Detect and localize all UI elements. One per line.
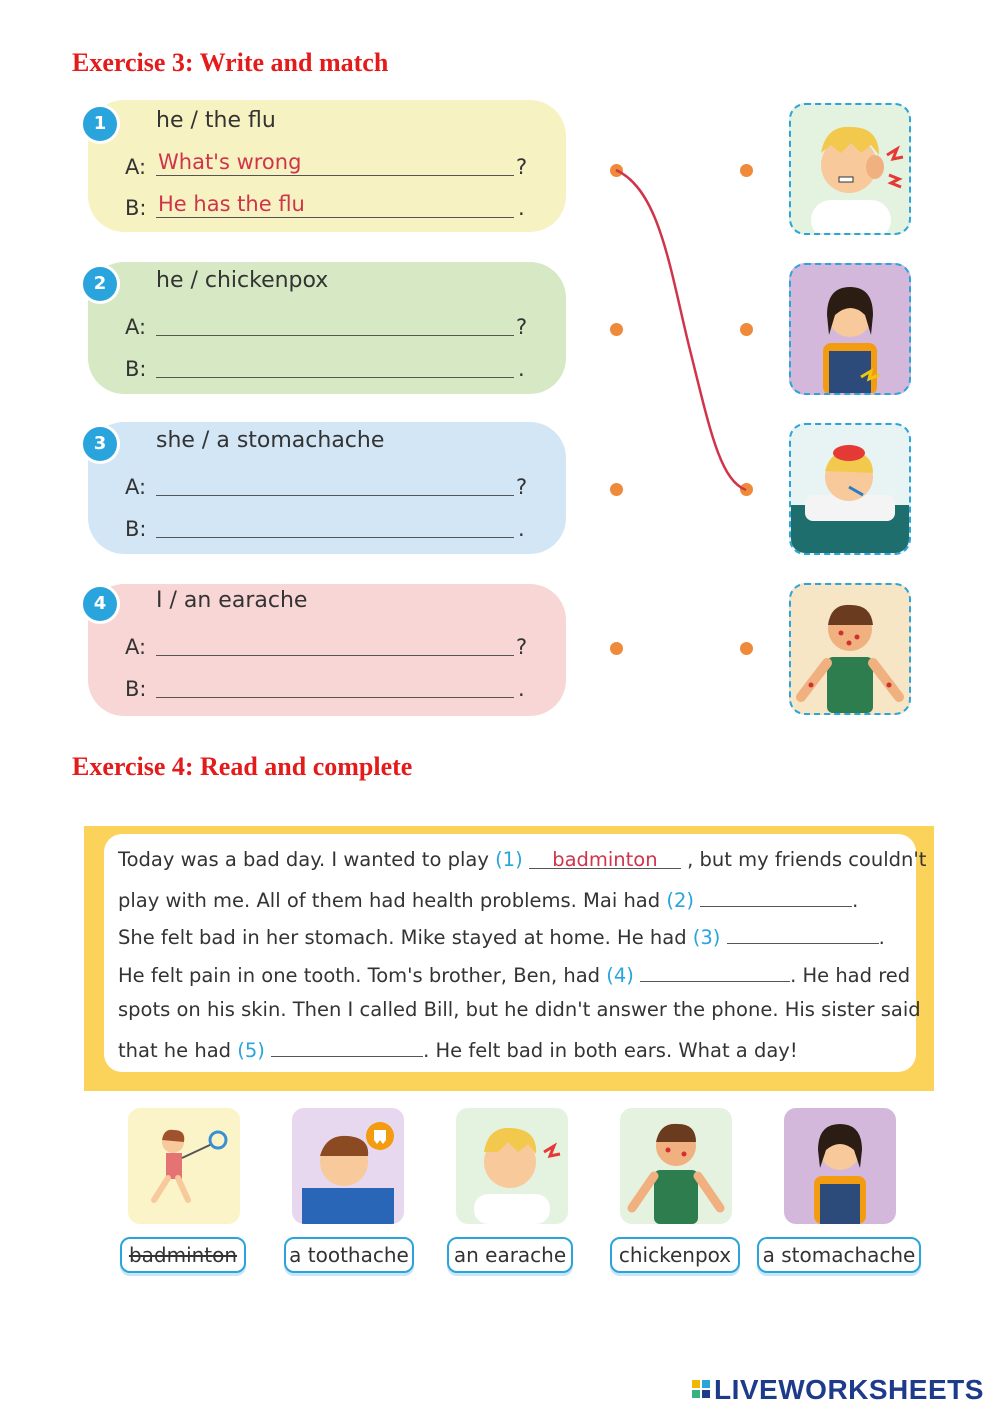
question-number-1: 1 bbox=[80, 104, 120, 144]
question-prompt-2: he / chickenpox bbox=[156, 268, 329, 293]
story-blank-3[interactable] bbox=[727, 923, 879, 944]
answer-b-input-2[interactable] bbox=[156, 352, 514, 378]
question-prompt-4: I / an earache bbox=[156, 588, 308, 613]
answer-a-input-2[interactable] bbox=[156, 310, 514, 336]
speaker-b-label: B: bbox=[125, 196, 147, 220]
answer-b-input-4[interactable] bbox=[156, 672, 514, 698]
story-line-2: play with me. All of them had health problems. Mai had (2) . bbox=[118, 886, 908, 912]
question-mark: ? bbox=[516, 315, 528, 339]
word-box-badminton[interactable]: badminton bbox=[120, 1237, 246, 1273]
word-box-stomachache[interactable]: a stomachache bbox=[757, 1237, 921, 1273]
question-mark: ? bbox=[516, 635, 528, 659]
speaker-a-label: A: bbox=[125, 635, 147, 659]
story-line-6: that he had (5) . He felt bad in both ears. What a day! bbox=[118, 1036, 908, 1062]
match-dot-right-4[interactable] bbox=[740, 642, 753, 655]
question-prompt-3: she / a stomachache bbox=[156, 428, 385, 453]
period: . bbox=[518, 196, 525, 220]
story-line-5: spots on his skin. Then I called Bill, but he didn't answer the phone. His sister said bbox=[118, 998, 921, 1021]
word-box-earache[interactable]: an earache bbox=[447, 1237, 573, 1273]
badminton-picture bbox=[128, 1108, 240, 1224]
match-dot-left-4[interactable] bbox=[610, 642, 623, 655]
story-blank-1[interactable]: badminton bbox=[529, 848, 681, 869]
answer-a-input-4[interactable] bbox=[156, 630, 514, 656]
question-prompt-1: he / the flu bbox=[156, 108, 276, 133]
earache-boy-picture bbox=[789, 103, 911, 235]
exercise-3-title: Exercise 3: Write and match bbox=[72, 48, 389, 77]
liveworksheets-logo: LIVEWORKSHEETS bbox=[714, 1374, 984, 1405]
story-blank-5[interactable] bbox=[271, 1036, 423, 1057]
match-line bbox=[600, 150, 770, 510]
speaker-b-label: B: bbox=[125, 357, 147, 381]
chickenpox-thumb-picture bbox=[620, 1108, 732, 1224]
answer-b-input-3[interactable] bbox=[156, 512, 514, 538]
flu-boy-in-bed-picture bbox=[789, 423, 911, 555]
speaker-a-label: A: bbox=[125, 315, 147, 339]
answer-a-input-1[interactable]: What's wrong bbox=[156, 150, 514, 176]
exercise-4-title: Exercise 4: Read and complete bbox=[72, 752, 413, 781]
answer-a-input-3[interactable] bbox=[156, 470, 514, 496]
speaker-a-label: A: bbox=[125, 475, 147, 499]
answer-b-input-1[interactable]: He has the flu bbox=[156, 192, 514, 218]
story-blank-2[interactable] bbox=[700, 886, 852, 907]
story-line-4: He felt pain in one tooth. Tom's brother, Ben, had (4) . He had red bbox=[118, 961, 908, 987]
word-box-chickenpox[interactable]: chickenpox bbox=[610, 1237, 740, 1273]
period: . bbox=[518, 357, 525, 381]
stomachache-thumb-picture bbox=[784, 1108, 896, 1224]
question-number-2: 2 bbox=[80, 264, 120, 304]
earache-thumb-picture bbox=[456, 1108, 568, 1224]
speaker-a-label: A: bbox=[125, 155, 147, 179]
question-number-4: 4 bbox=[80, 584, 120, 624]
period: . bbox=[518, 677, 525, 701]
chickenpox-boy-picture bbox=[789, 583, 911, 715]
speaker-b-label: B: bbox=[125, 677, 147, 701]
story-blank-4[interactable] bbox=[640, 961, 790, 982]
period: . bbox=[518, 517, 525, 541]
word-box-toothache[interactable]: a toothache bbox=[284, 1237, 414, 1273]
story-line-3: She felt bad in her stomach. Mike stayed at home. He had (3) . bbox=[118, 923, 908, 949]
question-number-3: 3 bbox=[80, 424, 120, 464]
toothache-picture bbox=[292, 1108, 404, 1224]
question-mark: ? bbox=[516, 155, 528, 179]
liveworksheets-logo-icon bbox=[692, 1380, 710, 1398]
speaker-b-label: B: bbox=[125, 517, 147, 541]
story-line-1: Today was a bad day. I wanted to play (1) badminton , but my friends couldn't bbox=[118, 848, 927, 871]
stomachache-girl-picture bbox=[789, 263, 911, 395]
question-mark: ? bbox=[516, 475, 528, 499]
